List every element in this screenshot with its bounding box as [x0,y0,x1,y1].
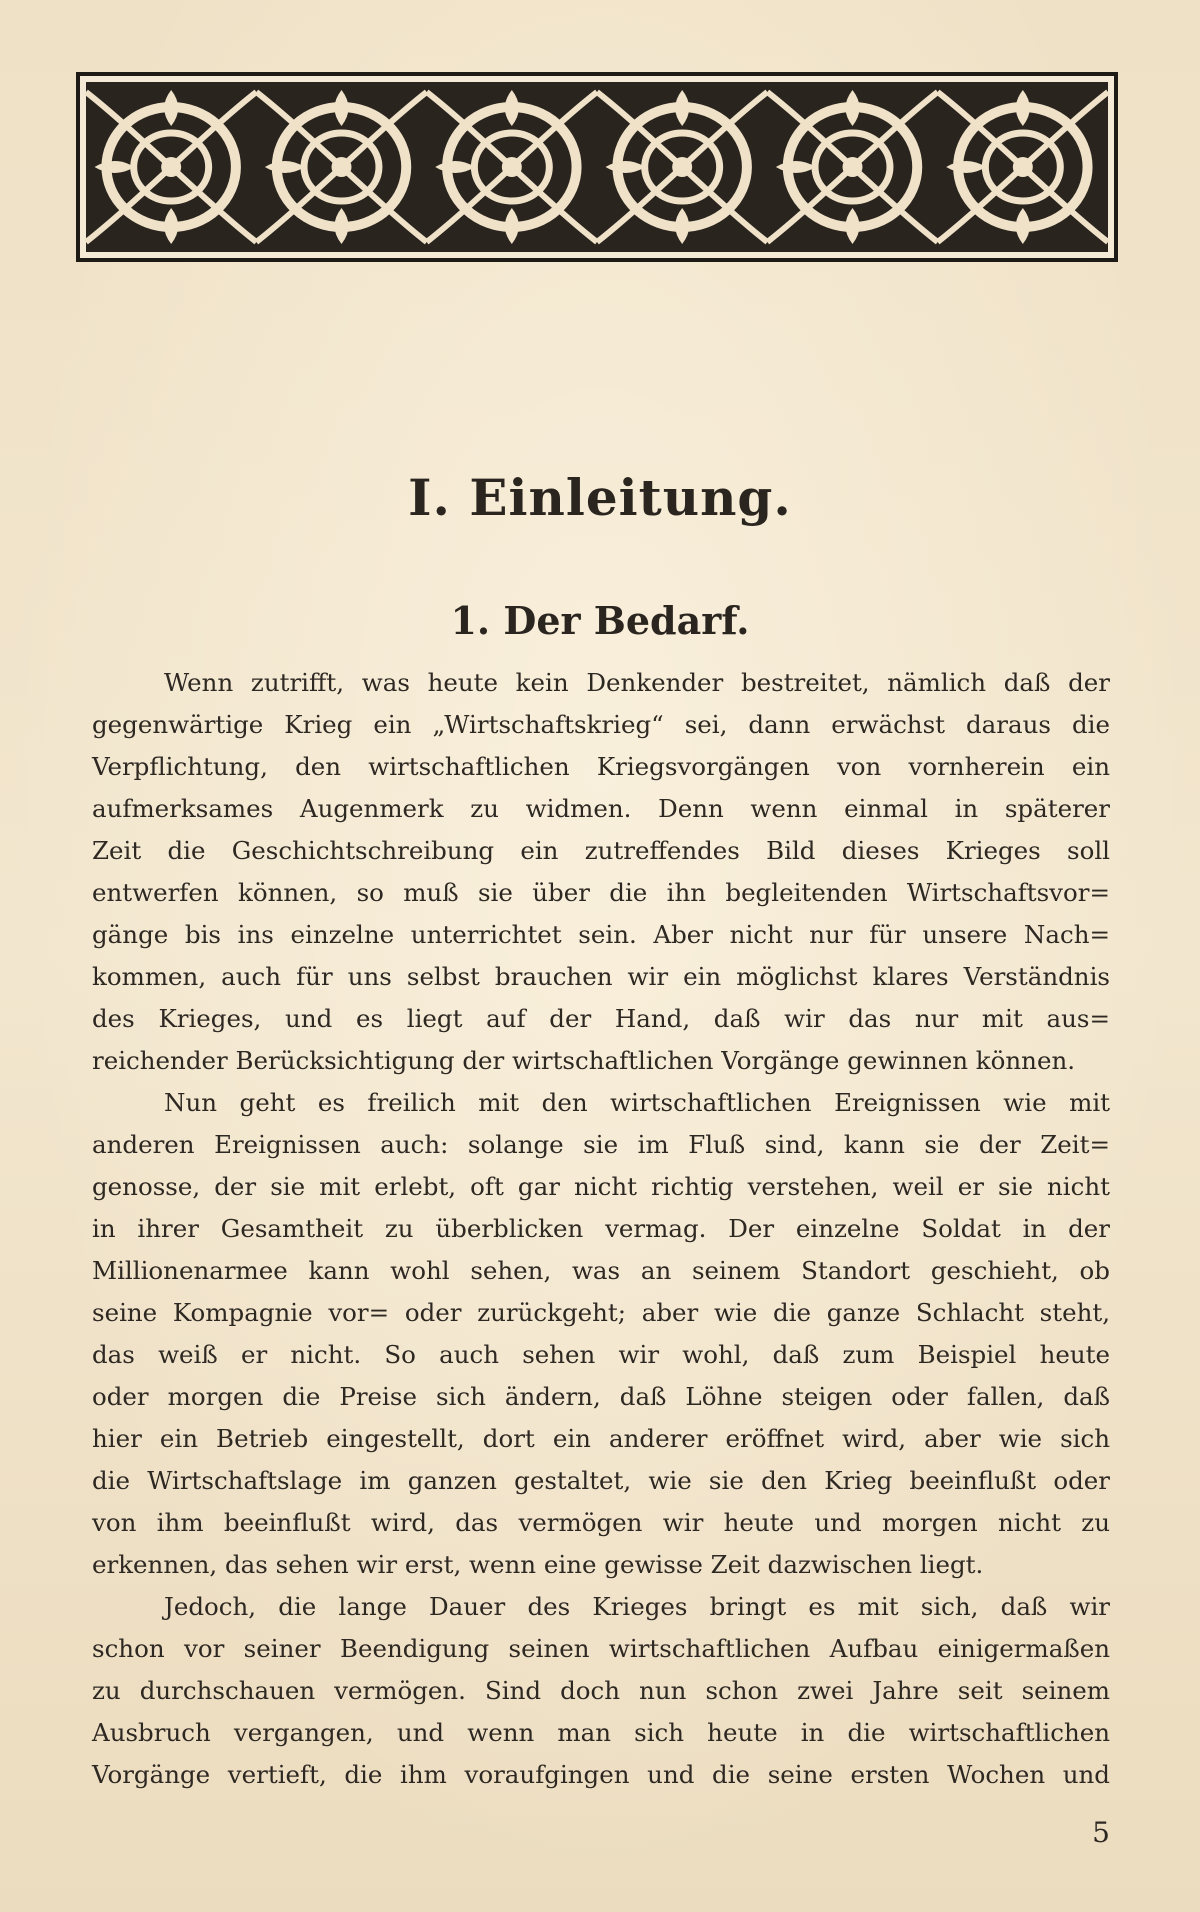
text-line: entwerfen können, so muß sie über die ihn begleitenden Wirtschaftsvor= [92,878,1110,907]
text-line: erkennen, das sehen wir erst, wenn eine gewisse Zeit dazwischen liegt. [92,1550,984,1579]
text-line: genosse, der sie mit erlebt, oft gar nicht richtig verstehen, weil er sie nicht [92,1172,1110,1201]
body-text [92,662,1110,1796]
text-line: das weiß er nicht. So auch sehen wir wohl, daß zum Beispiel heute [92,1340,1110,1369]
text-line: Verpflichtung, den wirtschaftlichen Kriegsvorgängen von vornherein ein [92,752,1110,781]
text-line: gänge bis ins einzelne unterrichtet sein. Aber nicht nur für unsere Nach= [92,920,1110,949]
text-line: Zeit die Geschichtschreibung ein zutreffendes Bild dieses Krieges soll [92,836,1110,865]
text-line: Wenn zutrifft, was heute kein Denkender bestreitet, nämlich daß der [164,668,1110,697]
text-line: Vorgänge vertieft, die ihm voraufgingen und die seine ersten Wochen und [92,1760,1110,1789]
text-line: seine Kompagnie vor= oder zurückgeht; aber wie die ganze Schlacht steht, [92,1298,1110,1327]
page-number: 5 [1092,1816,1110,1849]
text-line: Ausbruch vergangen, und wenn man sich heute in die wirtschaftlichen [92,1718,1110,1747]
chapter-title: I. Einleitung. [408,468,792,527]
text-line: kommen, auch für uns selbst brauchen wir ein möglichst klares Verständnis [92,962,1110,991]
text-line: anderen Ereignissen auch: solange sie im Fluß sind, kann sie der Zeit= [92,1130,1110,1159]
text-line: des Krieges, und es liegt auf der Hand, daß wir das nur mit aus= [92,1004,1110,1033]
text-line: aufmerksames Augenmerk zu widmen. Denn wenn einmal in späterer [92,794,1110,823]
text-line: schon vor seiner Beendigung seinen wirtschaftlichen Aufbau einigermaßen [92,1634,1110,1663]
text-line: hier ein Betrieb eingestellt, dort ein anderer eröffnet wird, aber wie sich [92,1424,1110,1453]
decorative-headpiece [76,72,1118,262]
text-line: zu durchschauen vermögen. Sind doch nun schon zwei Jahre seit seinem [92,1676,1110,1705]
text-line: gegenwärtige Krieg ein „Wirtschaftskrieg“ sei, dann erwächst daraus die [92,710,1110,739]
section-title: 1. Der Bedarf. [450,598,750,643]
text-line: in ihrer Gesamtheit zu überblicken vermag. Der einzelne Soldat in der [92,1214,1110,1243]
text-line: Nun geht es freilich mit den wirtschaftlichen Ereignissen wie mit [164,1088,1110,1117]
text-line: reichender Berücksichtigung der wirtschaftlichen Vorgänge gewinnen können. [92,1046,1076,1075]
text-line: Millionenarmee kann wohl sehen, was an seinem Standort geschieht, ob [92,1256,1110,1285]
text-line: oder morgen die Preise sich ändern, daß Löhne steigen oder fallen, daß [92,1382,1110,1411]
text-line: Jedoch, die lange Dauer des Krieges bringt es mit sich, daß wir [164,1592,1110,1621]
text-line: von ihm beeinflußt wird, das vermögen wir heute und morgen nicht zu [92,1508,1110,1537]
text-line: die Wirtschaftslage im ganzen gestaltet, wie sie den Krieg beeinflußt oder [92,1466,1110,1495]
